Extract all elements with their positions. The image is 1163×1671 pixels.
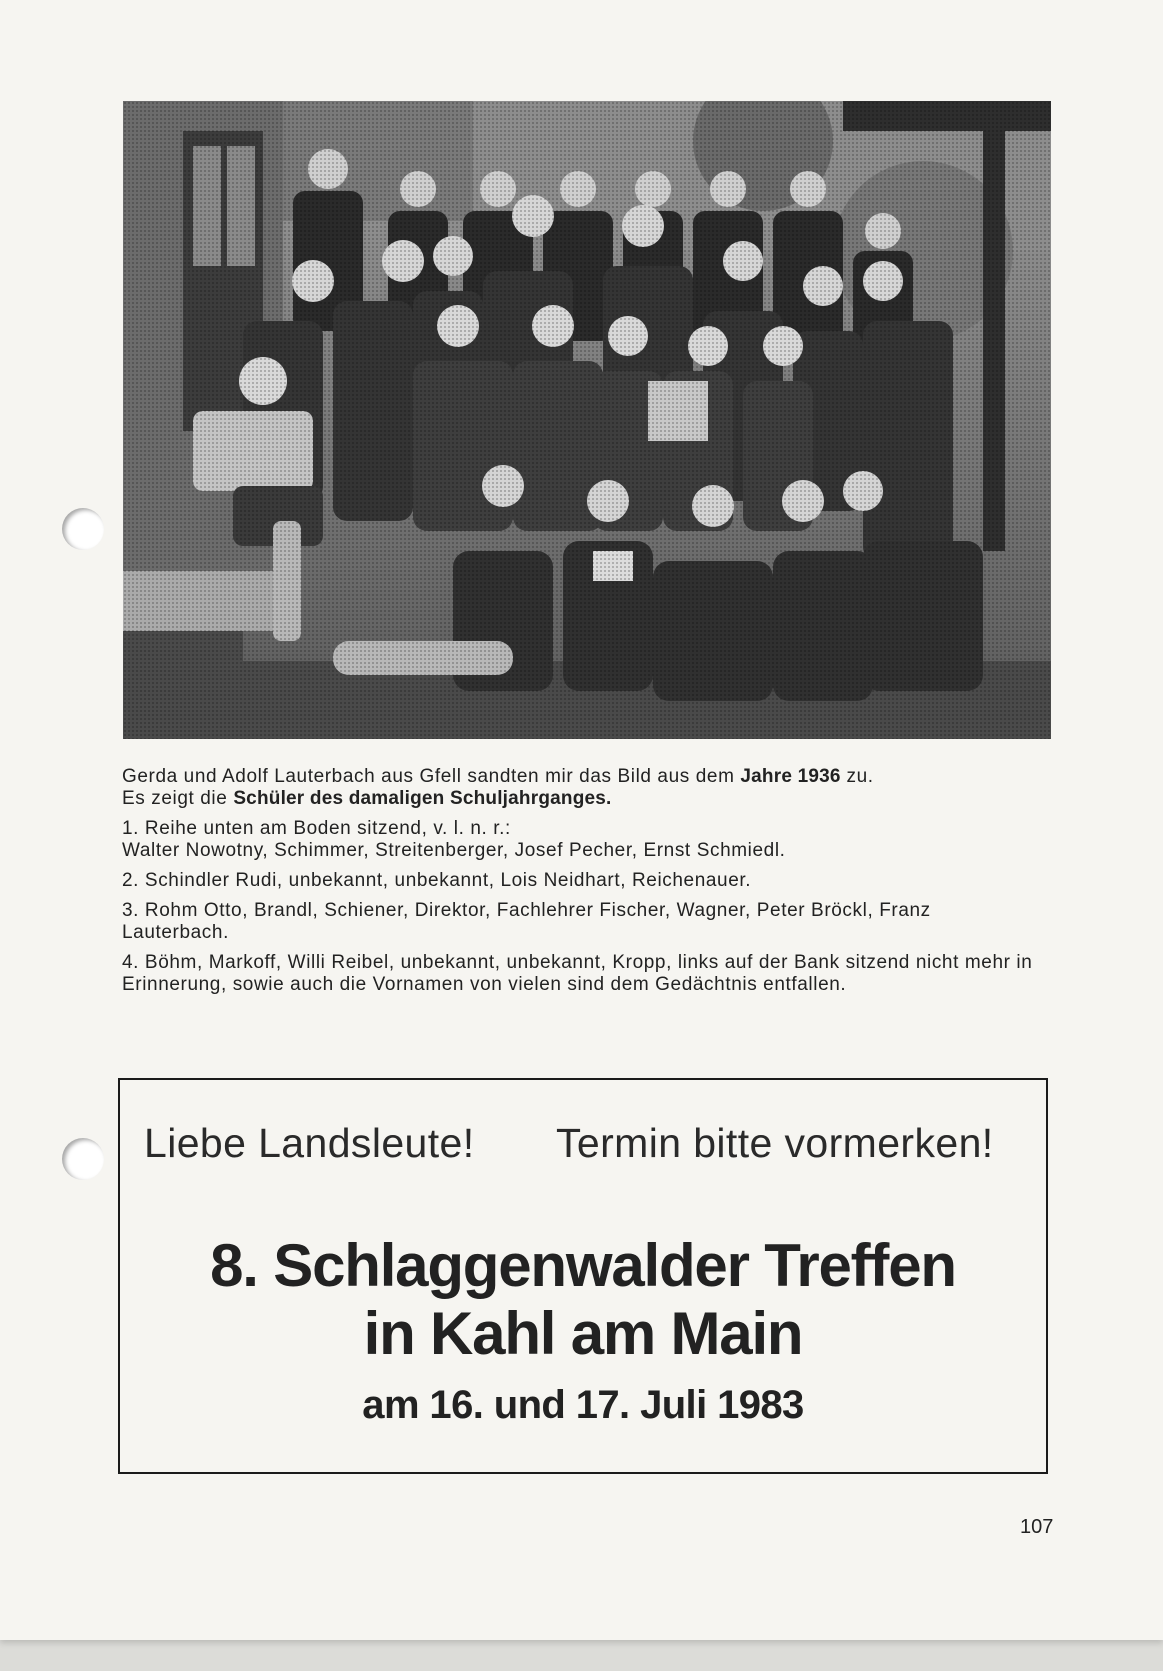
caption-row-1-names: Walter Nowotny, Schimmer, Streitenberger, Josef Pecher, Ernst Schmiedl. xyxy=(122,840,786,861)
caption-subject: Schüler des damaligen Schuljahrganges. xyxy=(233,788,612,809)
caption-text: Es zeigt die xyxy=(122,788,234,809)
class-photo-1936 xyxy=(123,101,1051,739)
notice-reminder: Termin bitte vormerken! xyxy=(556,1120,994,1166)
caption-year: Jahre 1936 xyxy=(740,766,841,787)
event-title xyxy=(120,1232,1046,1368)
caption-intro-line-2 xyxy=(122,788,1042,810)
caption-row-3: 3. Rohm Otto, Brandl, Schiener, Direktor, Fachlehrer Fischer, Wagner, Peter Bröckl, Franz Lauterbach. xyxy=(122,900,931,943)
caption-intro-line-1 xyxy=(122,766,1042,788)
caption-row-2: 2. Schindler Rudi, unbekannt, unbekannt, Lois Neidhart, Reichenauer. xyxy=(122,870,752,891)
page-number: 107 xyxy=(1020,1516,1054,1538)
notice-greeting: Liebe Landsleute! xyxy=(144,1120,475,1166)
event-title-line-1: 8. Schlaggenwalder Treffen xyxy=(210,1232,956,1299)
photo-illustration xyxy=(123,101,1051,739)
event-title-line-2: in Kahl am Main xyxy=(363,1300,803,1367)
event-notice-box xyxy=(118,1078,1048,1474)
caption-text: zu. xyxy=(840,766,874,787)
caption-text: Gerda und Adolf Lauterbach aus Gfell sandten mir das Bild aus dem xyxy=(122,766,741,787)
caption-row-4: 4. Böhm, Markoff, Willi Reibel, unbekannt, unbekannt, Kropp, links auf der Bank sitzend nicht mehr in Erinnerung, sowie auch die Vornamen von vielen sind dem Gedächtnis entfallen. xyxy=(122,952,1033,995)
event-date: am 16. und 17. Juli 1983 xyxy=(362,1383,804,1427)
punch-hole xyxy=(62,508,104,550)
caption-row-1-heading: 1. Reihe unten am Boden sitzend, v. l. n. r.: xyxy=(122,818,511,839)
punch-hole xyxy=(62,1138,104,1180)
photo-caption xyxy=(122,766,1042,996)
